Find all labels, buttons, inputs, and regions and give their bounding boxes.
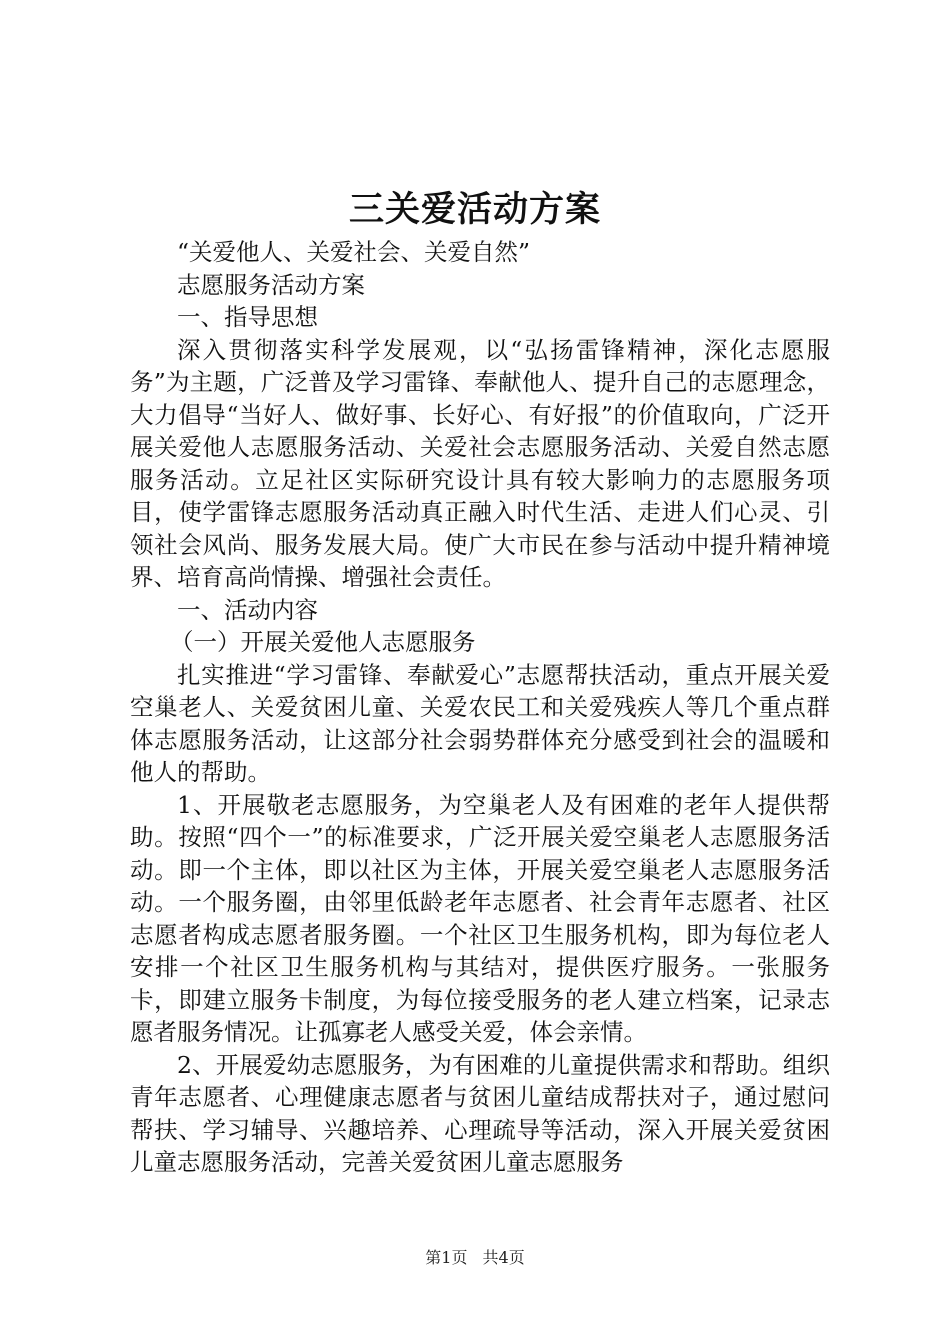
page-footer xyxy=(0,1245,950,1268)
subsection-heading-care-others: （一）开展关爱他人志愿服务 xyxy=(170,628,476,656)
page-number: 第1页 xyxy=(425,1248,468,1267)
paragraph-elderly-service: 1、开展敬老志愿服务，为空巢老人及有困难的老年人提供帮助。按照“四个一”的标准要求，广泛开展关爱空巢老人志愿服务活动。即一个主体，即以社区为主体，开展关爱空巢老人志愿服务活动。一个服务圈，由邻里低龄老年志愿者、社会青年志愿者、社区志愿者构成志愿者服务圈。一个社区卫生服务机构，即为每位老人安排一个社区卫生服务机构与其结对，提供医疗服务。一张服务卡，即建立服务卡制度，为每位接受服务的老人建立档案，记录志愿者服务情况。让孤寡老人感受关爱，体会亲情。 xyxy=(130,790,830,1046)
document-title: 三关爱活动方案 xyxy=(348,189,601,230)
document-body xyxy=(130,236,830,1179)
paragraph-subtitle: 志愿服务活动方案 xyxy=(177,270,365,299)
paragraph-slogan: “关爱他人、关爱社会、关爱自然” xyxy=(177,238,531,266)
paragraph-children-service: 2、开展爱幼志愿服务，为有困难的儿童提供需求和帮助。组织青年志愿者、心理健康志愿者与贫困儿童结成帮扶对子，通过慰问帮扶、学习辅导、兴趣培养、心理疏导等活动，深入开展关爱贫困儿童志愿服务活动，完善关爱贫困儿童志愿服务 xyxy=(130,1050,830,1176)
section-heading-activity-content: 一、活动内容 xyxy=(177,595,318,624)
paragraph-care-others: 扎实推进“学习雷锋、奉献爱心”志愿帮扶活动，重点开展关爱空巢老人、关爱贫困儿童、关爱农民工和关爱残疾人等几个重点群体志愿服务活动，让这部分社会弱势群体充分感受到社会的温暖和他人的帮助。 xyxy=(130,660,830,786)
paragraph-guiding-ideology: 深入贯彻落实科学发展观，以“弘扬雷锋精神，深化志愿服务”为主题，广泛普及学习雷锋、奉献他人、提升自己的志愿理念，大力倡导“当好人、做好事、长好心、有好报”的价值取向，广泛开展关爱他人志愿服务活动、关爱社会志愿服务活动、关爱自然志愿服务活动。立足社区实际研究设计具有较大影响力的志愿服务项目，使学雷锋志愿服务活动真正融入时代生活、走进人们心灵、引领社会风尚、服务发展大局。使广大市民在参与活动中提升精神境界、培育高尚情操、增强社会责任。 xyxy=(130,335,830,591)
page-total: 共4页 xyxy=(482,1248,525,1267)
section-heading-guiding-ideology: 一、指导思想 xyxy=(177,303,318,331)
